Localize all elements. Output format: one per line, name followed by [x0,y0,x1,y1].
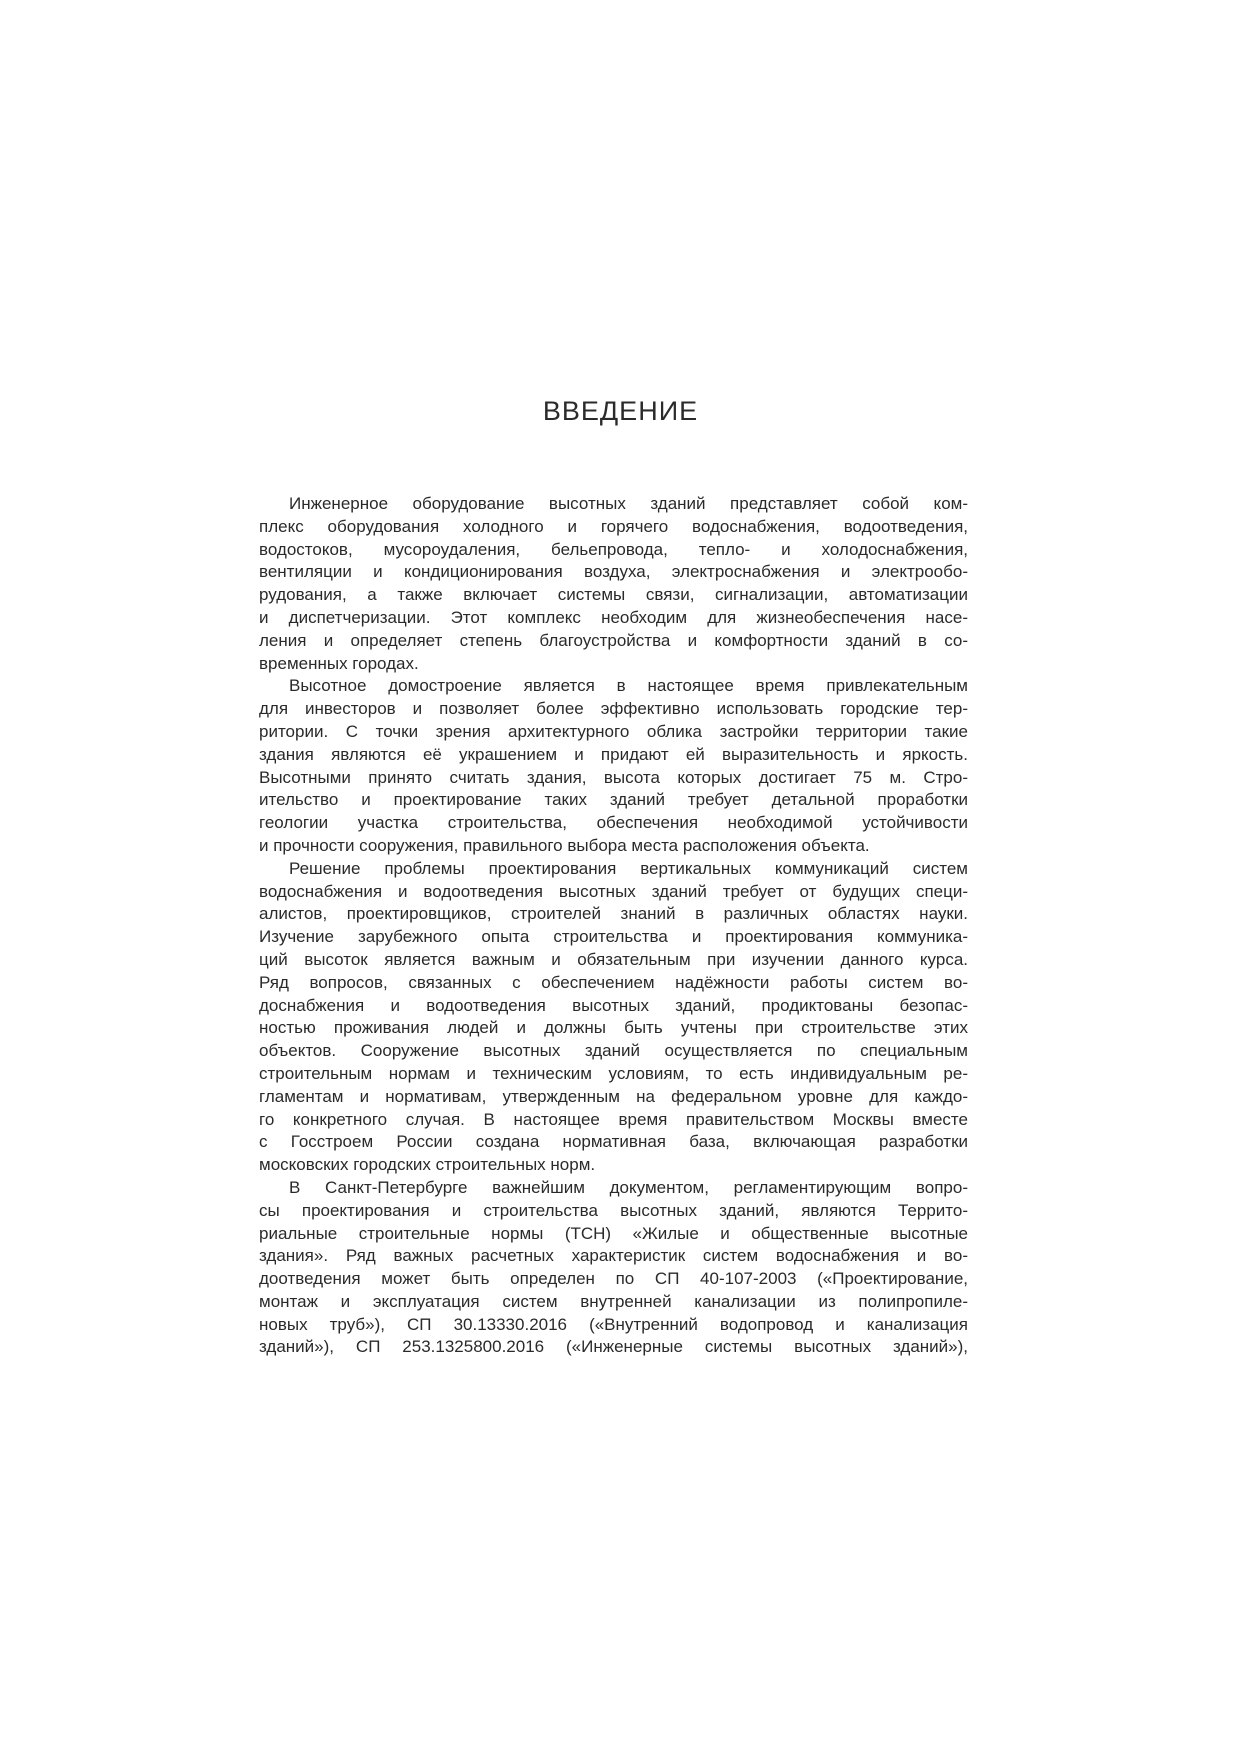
text-line: здания являются её украшением и придают ей выразительность и яркость. [259,744,968,764]
text-line: ций высоток является важным и обязательным при изучении данного курса. [259,949,968,969]
page-title: ВВЕДЕНИЕ [542,396,699,426]
text-line: ностью проживания людей и должны быть учтены при строительстве этих [259,1018,968,1038]
text-line: Высотными принято считать здания, высота которых достигает 75 м. Стро- [259,767,968,787]
text-line: строительным нормам и техническим условиям, то есть индивидуальным ре- [259,1063,968,1083]
text-line: Инженерное оборудование высотных зданий представляет собой ком- [289,494,968,513]
text-line: сы проектирования и строительства высотных зданий, являются Террито- [259,1200,968,1220]
text-line: доотведения может быть определен по СП 40-107-2003 («Проектирование, [259,1269,968,1289]
text-line: новых труб»), СП 30.13330.2016 («Внутренний водопровод и канализация [259,1314,968,1334]
text-line: с Госстроем России создана нормативная база, включающая разработки [259,1132,968,1152]
text-line: доснабжения и водоотведения высотных зданий, продиктованы безопас- [259,995,968,1015]
text-line: риальные строительные нормы (ТСН) «Жилые и общественные высотные [259,1223,968,1243]
text-line: объектов. Сооружение высотных зданий осуществляется по специальным [259,1041,968,1061]
text-line: Ряд вопросов, связанных с обеспечением надёжности работы систем во- [259,972,968,992]
text-line: монтаж и эксплуатация систем внутренней канализации из полипропиле- [259,1291,968,1311]
text-line: здания». Ряд важных расчетных характеристик систем водоснабжения и во- [259,1246,968,1266]
text-line: го конкретного случая. В настоящее время правительством Москвы вместе [259,1109,968,1129]
text-line: ритории. С точки зрения архитектурного облика застройки территории такие [259,721,968,741]
text-line: вентиляции и кондиционирования воздуха, электроснабжения и электрообо- [259,562,968,582]
paragraph [259,493,968,675]
text-line: ительство и проектирование таких зданий требует детальной проработки [259,790,968,810]
text-line: и прочности сооружения, правильного выбора места расположения объекта. [259,835,870,855]
text-line: геологии участка строительства, обеспечения необходимой устойчивости [259,813,968,833]
text-line: алистов, проектировщиков, строителей знаний в различных областях науки. [259,904,968,924]
text-line: В Санкт-Петербурге важнейшим документом, регламентирующим вопро- [289,1177,968,1197]
paragraph [259,675,968,857]
text-line: водостоков, мусороудаления, бельепровода, тепло- и холодоснабжения, [259,539,968,559]
text-line: рудования, а также включает системы связи, сигнализации, автоматизации [259,585,968,605]
text-line: временных городах. [259,653,419,673]
paragraph [259,1177,968,1359]
text-line: плекс оборудования холодного и горячего водоснабжения, водоотведения, [259,516,968,536]
text-line: Высотное домостроение является в настоящее время привлекательным [289,676,968,696]
text-line: водоснабжения и водоотведения высотных зданий требует от будущих специ- [259,881,968,901]
text-line: московских городских строительных норм. [259,1155,596,1175]
document-body [259,493,968,1359]
text-line: Изучение зарубежного опыта строительства и проектирования коммуника- [259,927,968,947]
text-line: ления и определяет степень благоустройства и комфортности зданий в со- [259,630,968,650]
text-line: и диспетчеризации. Этот комплекс необходим для жизнеобеспечения насе- [259,607,968,627]
paragraph [259,858,968,1177]
text-line: Решение проблемы проектирования вертикальных коммуникаций систем [289,858,968,878]
text-line: зданий»), СП 253.1325800.2016 («Инженерные системы высотных зданий»), [259,1337,968,1357]
text-line: гламентам и нормативам, утвержденным на федеральном уровне для каждо- [259,1086,968,1106]
text-line: для инвесторов и позволяет более эффективно использовать городские тер- [259,699,968,719]
